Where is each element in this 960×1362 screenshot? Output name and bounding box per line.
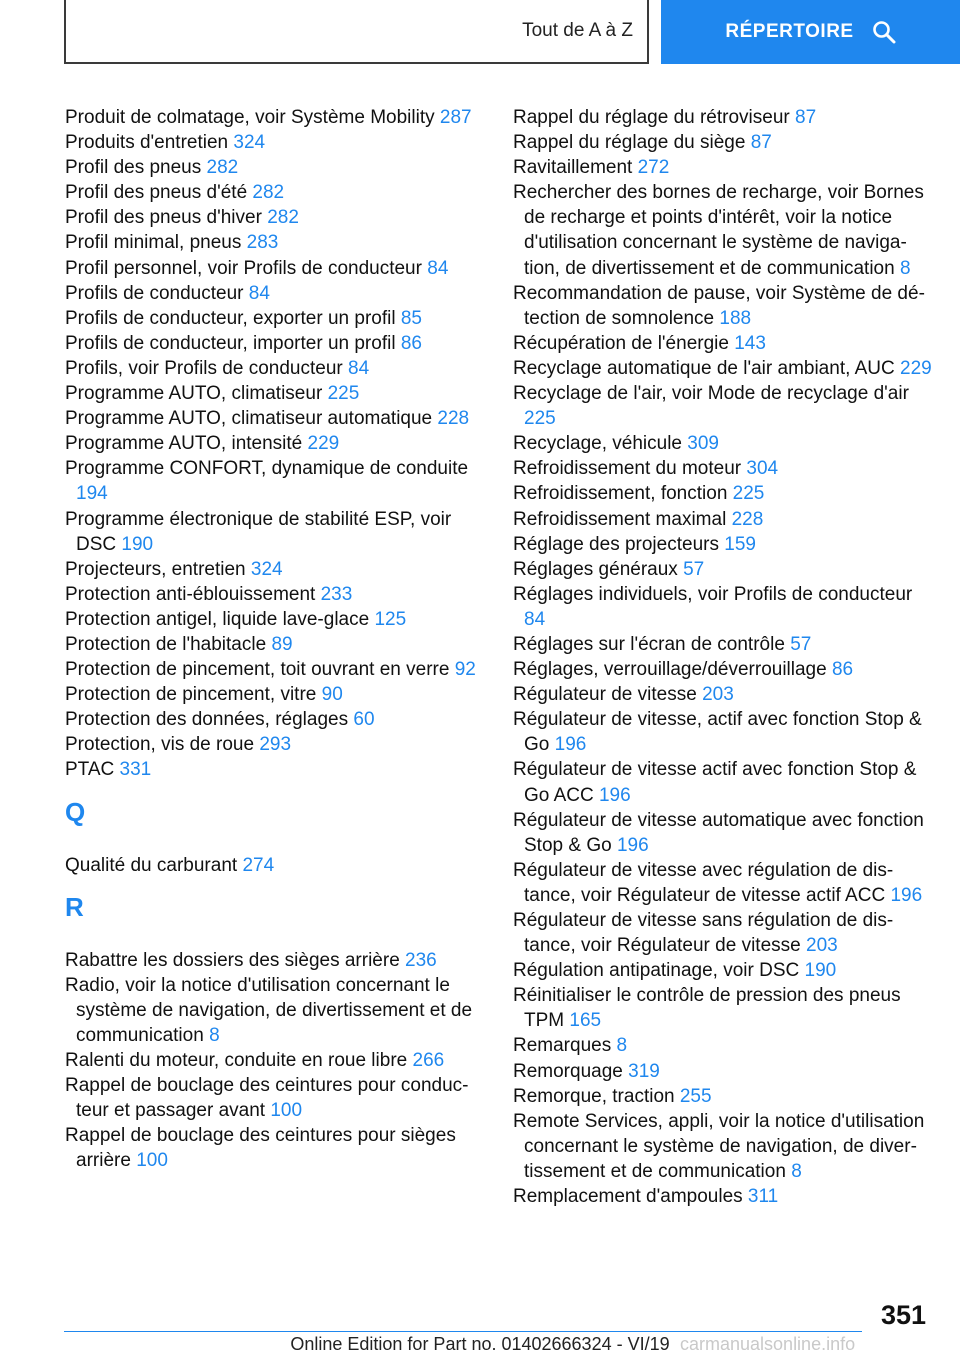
page-link[interactable]: 229 — [900, 357, 932, 379]
page-link[interactable]: 190 — [804, 960, 837, 982]
index-entry — [65, 256, 485, 281]
index-entry-text: Réglages généraux — [513, 558, 678, 580]
page-link[interactable]: 86 — [400, 332, 422, 354]
tab-tout-de-a-a-z[interactable] — [64, 0, 649, 64]
index-entry — [65, 306, 485, 331]
index-entry — [513, 1109, 933, 1184]
index-entry-text: Produit de colmatage, voir Système Mobility — [65, 107, 435, 128]
page-link[interactable]: 331 — [119, 759, 152, 781]
page-link[interactable]: 196 — [554, 734, 587, 756]
page-link[interactable]: 324 — [233, 132, 266, 154]
index-entry-text: Remarques — [513, 1035, 612, 1057]
index-entry — [513, 707, 933, 757]
index-entry — [513, 908, 933, 958]
section-letter: Q — [65, 796, 86, 827]
index-entry — [65, 130, 485, 155]
index-entry-text: Qualité du carburant — [65, 854, 238, 876]
index-entry-text: Profils, voir Profils de conducteur — [65, 357, 343, 379]
index-entry — [65, 205, 485, 230]
index-entry — [65, 632, 485, 657]
page-link[interactable]: 8 — [791, 1160, 802, 1182]
page-link[interactable]: 60 — [353, 709, 375, 731]
index-column-right — [513, 105, 933, 1209]
index-entry-text: Remote Services, appli, voir la notice d'utilisation concernant le système de navigation, de divertissement et de communication — [513, 1110, 925, 1182]
page-link[interactable]: 304 — [746, 458, 779, 480]
page-link[interactable]: 196 — [890, 884, 923, 906]
index-entry — [513, 808, 933, 858]
index-entry — [65, 105, 485, 130]
index-entry-text: Protection de l'habitacle — [65, 633, 267, 655]
index-entry — [513, 281, 933, 331]
index-entry-text: Ravitaillement — [513, 157, 633, 179]
index-entry-text: Réglage des projecteurs — [513, 533, 719, 555]
page-link[interactable]: 86 — [831, 659, 854, 681]
tab-repertoire[interactable] — [661, 0, 960, 64]
page-link[interactable]: 309 — [687, 433, 719, 455]
index-entry-text: Remorque, traction — [513, 1085, 675, 1107]
page-link[interactable]: 311 — [747, 1186, 779, 1208]
index-entry-text: Refroidissement du moteur — [513, 458, 742, 480]
index-entry — [65, 682, 485, 707]
index-entry — [65, 331, 485, 356]
index-entry — [65, 356, 485, 381]
index-entry — [513, 180, 933, 280]
index-entry-text: Protection, vis de roue — [65, 734, 255, 756]
watermark: carmanualsonline.info — [680, 1334, 856, 1354]
page-link[interactable]: 225 — [327, 383, 360, 405]
index-entry-text: Recyclage automatique de l'air ambiant, AUC — [513, 357, 895, 379]
index-entry-text: Régulateur de vitesse avec régulation de distance, voir Régulateur de vitesse actif ACC — [513, 859, 894, 906]
index-entry — [65, 155, 485, 180]
index-entry-text: Réglages sur l'écran de contrôle — [513, 633, 785, 655]
index-entry-text: Protection anti-éblouissement — [65, 583, 316, 605]
page-link[interactable]: 57 — [683, 558, 705, 580]
tab-tout-de-a-a-z-label: Tout de A à Z — [522, 20, 633, 41]
page-link[interactable]: 266 — [412, 1050, 445, 1071]
page-link[interactable]: 84 — [248, 282, 270, 304]
index-entry-text: Réinitialiser le contrôle de pression des pneus TPM — [513, 985, 901, 1032]
page-link[interactable]: 319 — [628, 1060, 660, 1082]
index-entry — [65, 607, 485, 632]
index-entry-text: Régulateur de vitesse actif avec fonction Stop & Go ACC — [513, 759, 917, 806]
index-entry — [65, 948, 485, 973]
index-entry-text: Radio, voir la notice d'utilisation concernant le système de navigation, de divertissement et de communication — [65, 974, 473, 1046]
index-entry — [513, 657, 933, 682]
index-entry-text: Rappel du réglage du siège — [513, 132, 746, 154]
index-entry-text: Programme AUTO, intensité — [65, 433, 303, 455]
index-entry-text: Programme AUTO, climatiseur — [65, 383, 323, 405]
index-entry — [65, 1048, 485, 1073]
index-entry-text: Réglages individuels, voir Profils de conducteur — [513, 583, 913, 605]
index-entry — [513, 632, 933, 657]
index-entry — [513, 1059, 933, 1084]
index-entry-text: Protection de pincement, toit ouvrant en verre — [65, 659, 450, 681]
index-entry — [65, 456, 485, 506]
page-link[interactable]: 92 — [454, 659, 476, 681]
page-link[interactable]: 8 — [899, 257, 911, 279]
index-entry-text: Remplacement d'ampoules — [513, 1186, 743, 1208]
index-entry-text: Recyclage de l'air, voir Mode de recyclage d'air — [513, 383, 909, 405]
index-entry — [513, 1033, 933, 1058]
index-entry-text: Rechercher des bornes de recharge, voir Bornes de recharge et points d'intérêt, voir la notice d'utilisation concernant le système de navigation, de divertissement et de communication — [513, 182, 924, 279]
page-link[interactable]: 287 — [439, 107, 472, 128]
index-entry — [65, 973, 485, 1048]
index-entry-text: Recyclage, véhicule — [513, 433, 682, 455]
page-link[interactable]: 143 — [734, 332, 766, 354]
page-link[interactable]: 84 — [427, 257, 449, 279]
index-entry — [513, 757, 933, 807]
page-link[interactable]: 203 — [702, 684, 734, 706]
index-entry — [65, 431, 485, 456]
index-entry-text: Régulateur de vitesse sans régulation de distance, voir Régulateur de vitesse — [513, 910, 894, 957]
index-entry — [513, 130, 933, 155]
page-link[interactable]: 85 — [400, 307, 422, 329]
index-entry — [65, 757, 485, 782]
page-link[interactable]: 100 — [136, 1150, 168, 1172]
page-link[interactable]: 8 — [616, 1035, 628, 1057]
index-entry-text: Profil des pneus d'hiver — [65, 207, 262, 229]
index-entry-text: Rappel de bouclage des ceintures pour sièges arrière — [65, 1125, 456, 1172]
index-entry-text: Protection antigel, liquide lave-glace — [65, 608, 370, 630]
index-entry-text: Profil des pneus — [65, 157, 202, 179]
index-entry-text: Rabattre les dossiers des sièges arrière — [65, 949, 400, 971]
index-entry — [65, 230, 485, 255]
index-entry-text: Programme électronique de stabilité ESP, voir DSC — [65, 508, 452, 555]
page-link[interactable]: 203 — [806, 935, 838, 957]
page-link[interactable]: 194 — [76, 483, 108, 505]
page-link[interactable]: 324 — [250, 558, 283, 580]
index-entry-text: Profil minimal, pneus — [65, 232, 242, 254]
page-link[interactable]: 196 — [598, 784, 631, 806]
index-entry — [513, 983, 933, 1033]
index-entry — [513, 557, 933, 582]
index-entry-text: Profil des pneus d'été — [65, 182, 248, 204]
page-link[interactable]: 282 — [267, 207, 299, 229]
index-entry-text: Refroidissement maximal — [513, 508, 727, 530]
index-entry — [513, 1184, 933, 1209]
page-link[interactable]: 87 — [795, 107, 817, 128]
footer-edition: Online Edition for Part no. 01402666324 - VI/19 — [290, 1334, 670, 1354]
page-link[interactable]: 188 — [719, 307, 752, 329]
index-entry-text: Programme AUTO, climatiseur automatique — [65, 408, 433, 430]
index-entry-text: Ralenti du moteur, conduite en roue libre — [65, 1050, 408, 1071]
page-link[interactable]: 228 — [731, 508, 764, 530]
index-entry — [513, 431, 933, 456]
index-entry-text: Récupération de l'énergie — [513, 332, 729, 354]
index-entry — [65, 582, 485, 607]
index-entry-text: Rappel du réglage du rétroviseur — [513, 107, 790, 128]
page-link[interactable]: 89 — [271, 633, 293, 655]
page-link[interactable]: 196 — [616, 834, 649, 856]
index-entry-text: Régulateur de vitesse automatique avec fonction Stop & Go — [513, 809, 924, 856]
page-link[interactable]: 255 — [679, 1085, 712, 1107]
page-link[interactable]: 274 — [242, 854, 275, 876]
page-link[interactable]: 159 — [724, 533, 756, 555]
index-entry-text: Programme CONFORT, dynamique de conduite — [65, 458, 469, 480]
page-link[interactable]: 229 — [307, 433, 340, 455]
page-link[interactable]: 190 — [121, 533, 154, 555]
index-entry — [65, 1123, 485, 1173]
page-link[interactable]: 293 — [259, 734, 292, 756]
index-entry — [513, 532, 933, 557]
search-icon[interactable] — [872, 20, 896, 44]
index-entry-text: Réglages, verrouillage/déverrouillage — [513, 659, 827, 681]
index-entry-text: Remorquage — [513, 1060, 623, 1082]
footer-divider — [64, 1331, 862, 1332]
index-entry — [65, 853, 485, 878]
index-column-left — [65, 105, 485, 1173]
index-entry — [513, 858, 933, 908]
index-entry-text: Régulation antipatinage, voir DSC — [513, 960, 800, 982]
index-entry — [513, 456, 933, 481]
index-entry-text: Projecteurs, entretien — [65, 558, 246, 580]
index-entry — [65, 281, 485, 306]
index-entry — [513, 155, 933, 180]
index-entry-text: Produits d'entretien — [65, 132, 229, 154]
index-entry — [65, 507, 485, 557]
index-entry — [513, 331, 933, 356]
index-entry-text: Profils de conducteur, importer un profil — [65, 332, 396, 354]
index-entry-text: Régulateur de vitesse — [513, 684, 697, 706]
page-link[interactable]: 225 — [732, 483, 765, 505]
page-link[interactable]: 282 — [252, 182, 285, 204]
index-entry — [513, 958, 933, 983]
page-link[interactable]: 8 — [209, 1024, 220, 1046]
page-link[interactable]: 84 — [348, 357, 370, 379]
index-entry-text: Protection de pincement, vitre — [65, 684, 317, 706]
index-entry — [513, 582, 933, 632]
index-entry — [513, 682, 933, 707]
page-number: 351 — [880, 1300, 926, 1330]
page-link[interactable]: 84 — [524, 608, 546, 630]
page-link[interactable]: 165 — [569, 1010, 602, 1032]
index-entry — [65, 707, 485, 732]
index-entry-text: Recommandation de pause, voir Système de détection de somnolence — [513, 282, 925, 329]
index-entry — [513, 1084, 933, 1109]
index-entry — [65, 557, 485, 582]
index-entry — [513, 507, 933, 532]
index-entry-text: Rappel de bouclage des ceintures pour conducteur et passager avant — [65, 1075, 469, 1122]
index-entry — [513, 481, 933, 506]
index-entry — [65, 180, 485, 205]
page-link[interactable]: 100 — [270, 1100, 303, 1122]
page-link[interactable]: 87 — [750, 132, 772, 154]
page-link[interactable]: 236 — [405, 949, 437, 971]
index-entry — [65, 1073, 485, 1123]
page-link[interactable]: 233 — [320, 583, 353, 605]
index-entry — [65, 381, 485, 406]
index-entry — [513, 105, 933, 130]
page-link[interactable]: 90 — [321, 684, 343, 706]
index-entry-text: Profils de conducteur — [65, 282, 244, 304]
index-entry — [513, 356, 933, 381]
page-link[interactable]: 283 — [246, 232, 279, 254]
index-entry — [513, 381, 933, 431]
tab-repertoire-label: RÉPERTOIRE — [725, 21, 854, 42]
index-entry-text: PTAC — [65, 759, 115, 781]
page-link[interactable]: 125 — [374, 608, 407, 630]
section-letter: R — [65, 891, 84, 922]
index-entry — [65, 732, 485, 757]
page-link[interactable]: 225 — [524, 408, 556, 430]
index-entry — [65, 406, 485, 431]
index-entry-text: Protection des données, réglages — [65, 709, 349, 731]
page-link[interactable]: 282 — [206, 157, 239, 179]
page-link[interactable]: 272 — [637, 157, 670, 179]
page-link[interactable]: 228 — [437, 408, 470, 430]
index-entry-text: Refroidissement, fonction — [513, 483, 728, 505]
index-entry-text: Profils de conducteur, exporter un profil — [65, 307, 396, 329]
index-entry — [65, 657, 485, 682]
page-link[interactable]: 57 — [790, 633, 812, 655]
index-entry-text: Régulateur de vitesse, actif avec fonction Stop & Go — [513, 709, 922, 756]
index-entry-text: Profil personnel, voir Profils de conducteur — [65, 257, 422, 279]
